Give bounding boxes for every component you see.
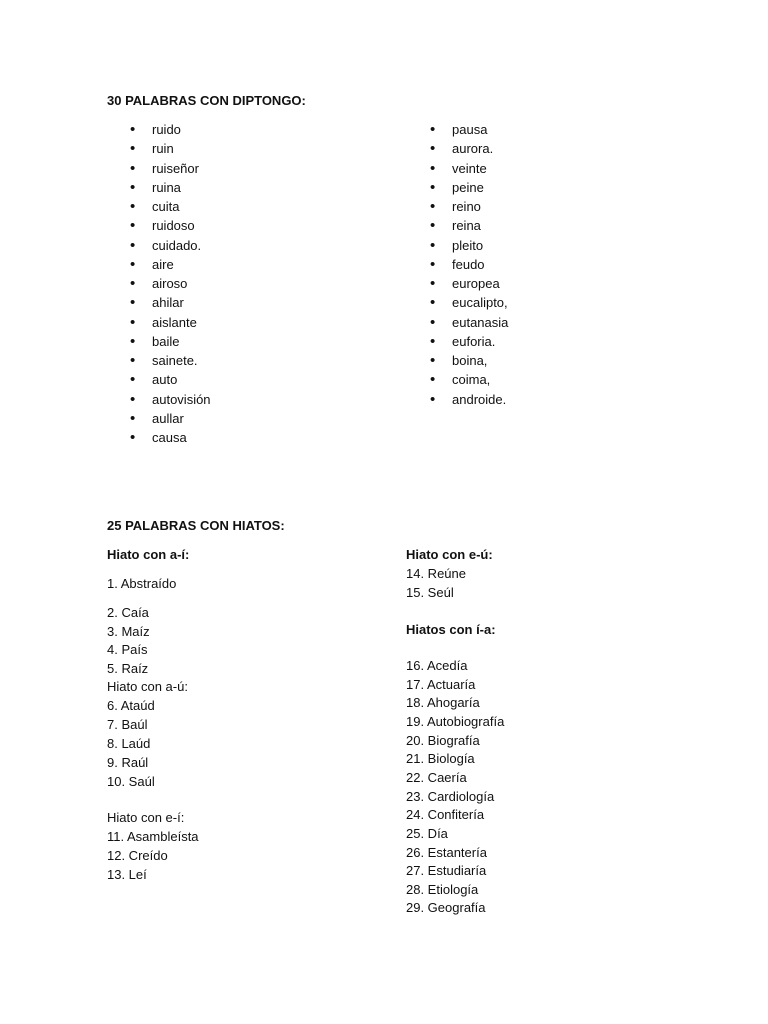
list-item: 21. Biología bbox=[406, 751, 475, 767]
list-item: • ruiseñor bbox=[130, 159, 211, 178]
list-item: 23. Cardiología bbox=[406, 788, 495, 804]
list-item: • eutanasia bbox=[430, 313, 508, 332]
list-item: 15. Seúl bbox=[406, 584, 454, 600]
list-item: 28. Etiología bbox=[406, 881, 479, 897]
list-item: 2. Caía bbox=[107, 605, 149, 620]
list-item: 25. Día bbox=[406, 825, 448, 841]
hiato-ia-heading: Hiatos con í-a: bbox=[406, 622, 496, 637]
list-item: • ahilar bbox=[130, 293, 211, 312]
list-item: • airoso bbox=[130, 274, 211, 293]
list-item: 13. Leí bbox=[107, 867, 147, 882]
list-item: • aire bbox=[130, 255, 211, 274]
hiato-eu-heading: Hiato con e-ú: bbox=[406, 547, 493, 562]
hiato-ei-heading: Hiato con e-í: bbox=[107, 810, 185, 825]
list-item: 14. Reúne bbox=[406, 566, 466, 581]
hiato-ai-heading: Hiato con a-í: bbox=[107, 547, 190, 562]
list-item: • aurora. bbox=[430, 139, 508, 158]
list-item: • autovisión bbox=[130, 390, 211, 409]
list-item: 4. País bbox=[107, 642, 148, 658]
list-item: • pausa bbox=[430, 120, 508, 139]
hiato-au-heading: Hiato con a-ú: bbox=[107, 679, 188, 694]
list-item: • reino bbox=[430, 197, 508, 216]
list-item: • euforia. bbox=[430, 332, 508, 351]
list-item: 24. Confitería bbox=[406, 807, 485, 823]
list-item: • eucalipto, bbox=[430, 293, 508, 312]
list-item: 17. Actuaría bbox=[406, 676, 476, 692]
hiato-ai-first: 1. Abstraído bbox=[107, 576, 177, 591]
list-item: • boina, bbox=[430, 351, 508, 370]
list-item: • veinte bbox=[430, 159, 508, 178]
list-item: • pleito bbox=[430, 236, 508, 255]
list-item: 18. Ahogaría bbox=[406, 695, 480, 711]
list-item: 20. Biografía bbox=[406, 732, 480, 748]
list-item: • ruin bbox=[130, 139, 211, 158]
list-item: 11. Asambleísta bbox=[107, 829, 199, 844]
list-item: • androide. bbox=[430, 390, 508, 409]
list-item: 8. Laúd bbox=[107, 736, 151, 751]
list-item: • baile bbox=[130, 332, 211, 351]
list-item: • causa bbox=[130, 428, 211, 447]
list-item: • reina bbox=[430, 216, 508, 235]
list-item: • ruido bbox=[130, 120, 211, 139]
list-item: • sainete. bbox=[130, 351, 211, 370]
list-item: • ruina bbox=[130, 178, 211, 197]
list-item: • ruidoso bbox=[130, 216, 211, 235]
diptongo-list-col1 bbox=[130, 120, 211, 447]
list-item: 27. Estudiaría bbox=[406, 863, 487, 879]
list-item: 7. Baúl bbox=[107, 717, 148, 732]
list-item: • aullar bbox=[130, 409, 211, 428]
list-item: • auto bbox=[130, 370, 211, 389]
diptongo-title: 30 PALABRAS CON DIPTONGO: bbox=[107, 93, 306, 108]
list-item: 3. Maíz bbox=[107, 623, 150, 639]
list-item: • feudo bbox=[430, 255, 508, 274]
list-item: 22. Caería bbox=[406, 769, 467, 785]
hiatos-title: 25 PALABRAS CON HIATOS: bbox=[107, 518, 285, 533]
list-item: • aislante bbox=[130, 313, 211, 332]
list-item: 12. Creído bbox=[107, 848, 168, 863]
list-item: • cuita bbox=[130, 197, 211, 216]
diptongo-list-col2 bbox=[430, 120, 508, 409]
list-item: 16. Acedía bbox=[406, 658, 468, 673]
list-item: 19. Autobiografía bbox=[406, 713, 505, 729]
list-item: 10. Saúl bbox=[107, 774, 155, 789]
list-item: 9. Raúl bbox=[107, 755, 149, 770]
list-item: • europea bbox=[430, 274, 508, 293]
list-item: • peine bbox=[430, 178, 508, 197]
list-item: • coima, bbox=[430, 370, 508, 389]
list-item: 6. Ataúd bbox=[107, 698, 155, 713]
list-item: 26. Estantería bbox=[406, 844, 487, 860]
list-item: • cuidado. bbox=[130, 236, 211, 255]
list-item: 5. Raíz bbox=[107, 661, 149, 677]
list-item: 29. Geografía bbox=[406, 900, 486, 916]
